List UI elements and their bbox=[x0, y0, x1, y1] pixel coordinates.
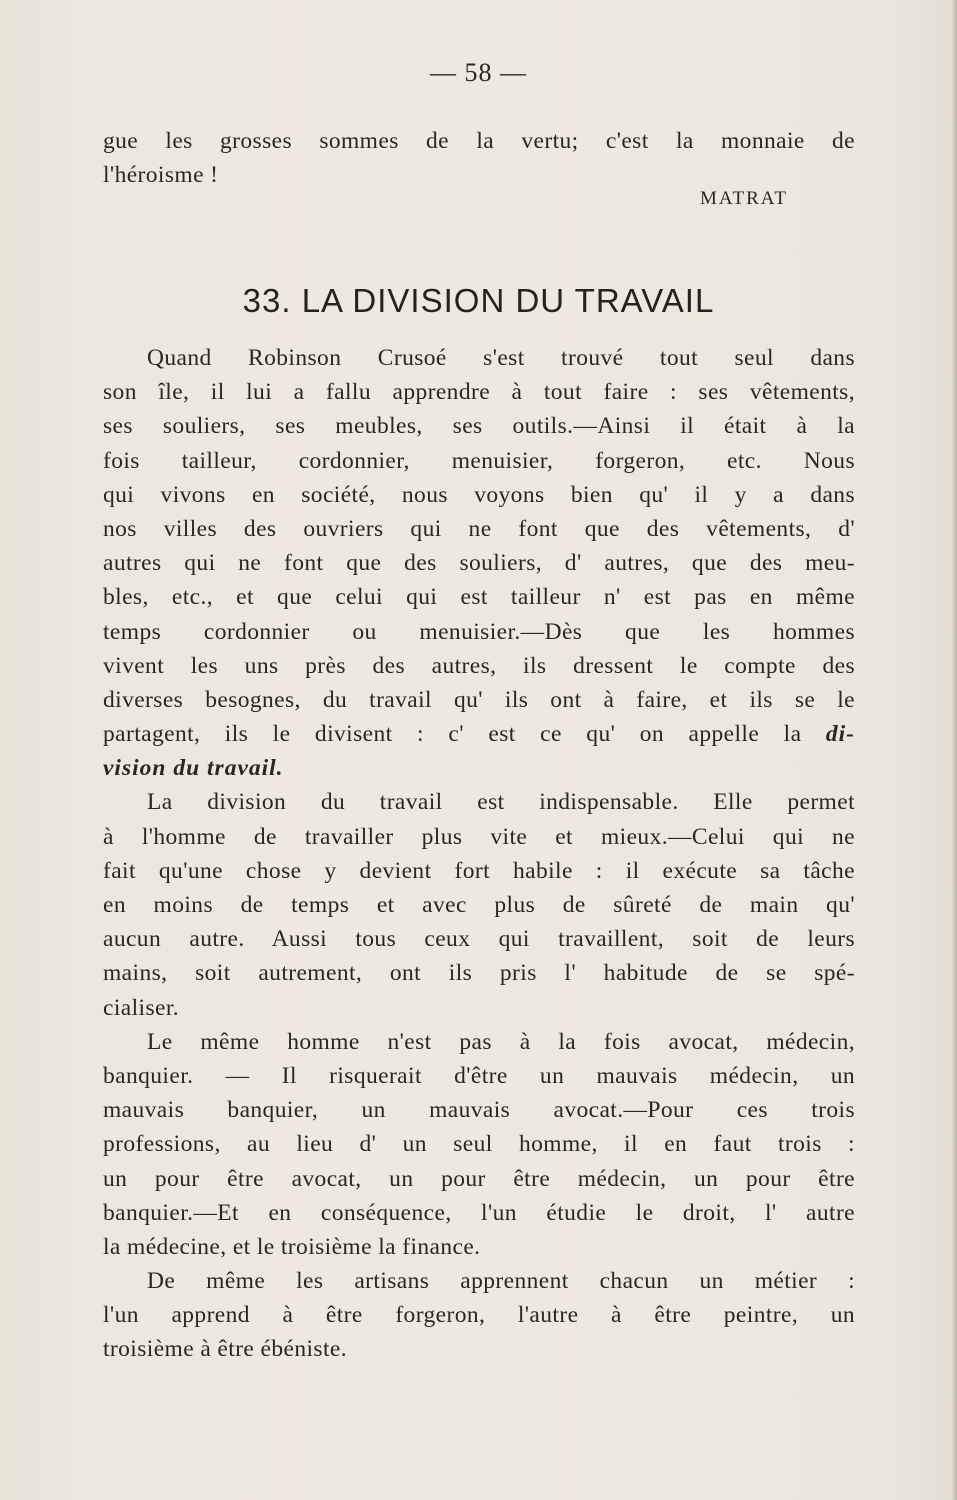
paragraph-line: nos villes des ouvriers qui ne font que des vêtements, d' bbox=[103, 515, 855, 542]
paragraph-line: banquier.—Et en conséquence, l'un étudie le droit, l' autre bbox=[103, 1199, 855, 1226]
paragraph-line: De même les artisans apprennent chacun un métier : bbox=[147, 1268, 855, 1295]
paragraph-line: qui vivons en société, nous voyons bien qu' il y a dans bbox=[103, 481, 855, 508]
paragraph-line: aucun autre. Aussi tous ceux qui travaillent, soit de leurs bbox=[103, 926, 855, 953]
highlighted-term-end: vision du travail. bbox=[103, 755, 284, 782]
paragraph-line: troisième à être ébéniste. bbox=[103, 1336, 347, 1363]
paragraph-line: diverses besognes, du travail qu' ils ont à faire, et ils se le bbox=[103, 686, 855, 713]
highlighted-term-start: di- bbox=[825, 721, 855, 748]
paragraph-line: l'un apprend à être forgeron, l'autre à être peintre, un bbox=[103, 1302, 855, 1329]
paragraph-line: son île, il lui a fallu apprendre à tout faire : ses vêtements, bbox=[103, 379, 855, 406]
paragraph-line: bles, etc., et que celui qui est tailleur n' est pas en même bbox=[103, 584, 855, 611]
paragraph-line bbox=[103, 751, 855, 785]
paragraph-line: Quand Robinson Crusoé s'est trouvé tout seul dans bbox=[147, 345, 855, 371]
paragraph-line: La division du travail est indispensable. Elle permet bbox=[147, 789, 855, 816]
paragraph-line: mains, soit autrement, ont ils pris l' habitude de se spé- bbox=[103, 960, 855, 987]
chapter-title: 33. LA DIVISION DU TRAVAIL bbox=[242, 282, 715, 319]
paragraph-line: la médecine, et le troisième la finance. bbox=[103, 1233, 481, 1260]
paragraph-line: professions, au lieu d' un seul homme, il en faut trois : bbox=[103, 1131, 855, 1158]
paragraph-line-text: partagent, ils le divisent : c' est ce qu' on appelle la bbox=[103, 721, 802, 748]
paragraph-line: à l'homme de travailler plus vite et mieux.—Celui qui ne bbox=[103, 823, 855, 850]
paragraph-line: temps cordonnier ou menuisier.—Dès que les hommes bbox=[103, 618, 855, 645]
chapter-body bbox=[103, 341, 855, 1367]
page-number: — 58 — bbox=[430, 58, 527, 87]
paragraph-line-with-term bbox=[103, 717, 855, 751]
page-edge-shadow bbox=[951, 0, 957, 1500]
paragraph-line: ses souliers, ses meubles, ses outils.—Ainsi il était à la bbox=[103, 413, 855, 440]
paragraph-line: banquier. — Il risquerait d'être un mauvais médecin, un bbox=[103, 1062, 855, 1089]
paragraph-line: fait qu'une chose y devient fort habile : il exécute sa tâche bbox=[103, 857, 855, 884]
paragraph-line: mauvais banquier, un mauvais avocat.—Pour ces trois bbox=[103, 1097, 855, 1124]
quote-line: gue les grosses sommes de la vertu; c'est la monnaie de bbox=[103, 128, 855, 154]
paragraph-line: en moins de temps et avec plus de sûreté de main qu' bbox=[103, 892, 855, 918]
paragraph-line: fois tailleur, cordonnier, menuisier, forgeron, etc. Nous bbox=[103, 447, 855, 474]
quote-line: l'héroisme ! bbox=[103, 162, 219, 189]
paragraph-line: un pour être avocat, un pour être médecin, un pour être bbox=[103, 1165, 855, 1192]
paragraph-line: Le même homme n'est pas à la fois avocat, médecin, bbox=[147, 1028, 855, 1055]
paragraph-line: cialiser. bbox=[103, 994, 180, 1021]
quote-author: MATRAT bbox=[699, 188, 788, 209]
quote-block bbox=[103, 124, 855, 192]
paragraph-line: vivent les uns près des autres, ils dressent le compte des bbox=[103, 652, 855, 679]
paragraph-line: autres qui ne font que des souliers, d' autres, que des meu- bbox=[103, 550, 855, 577]
